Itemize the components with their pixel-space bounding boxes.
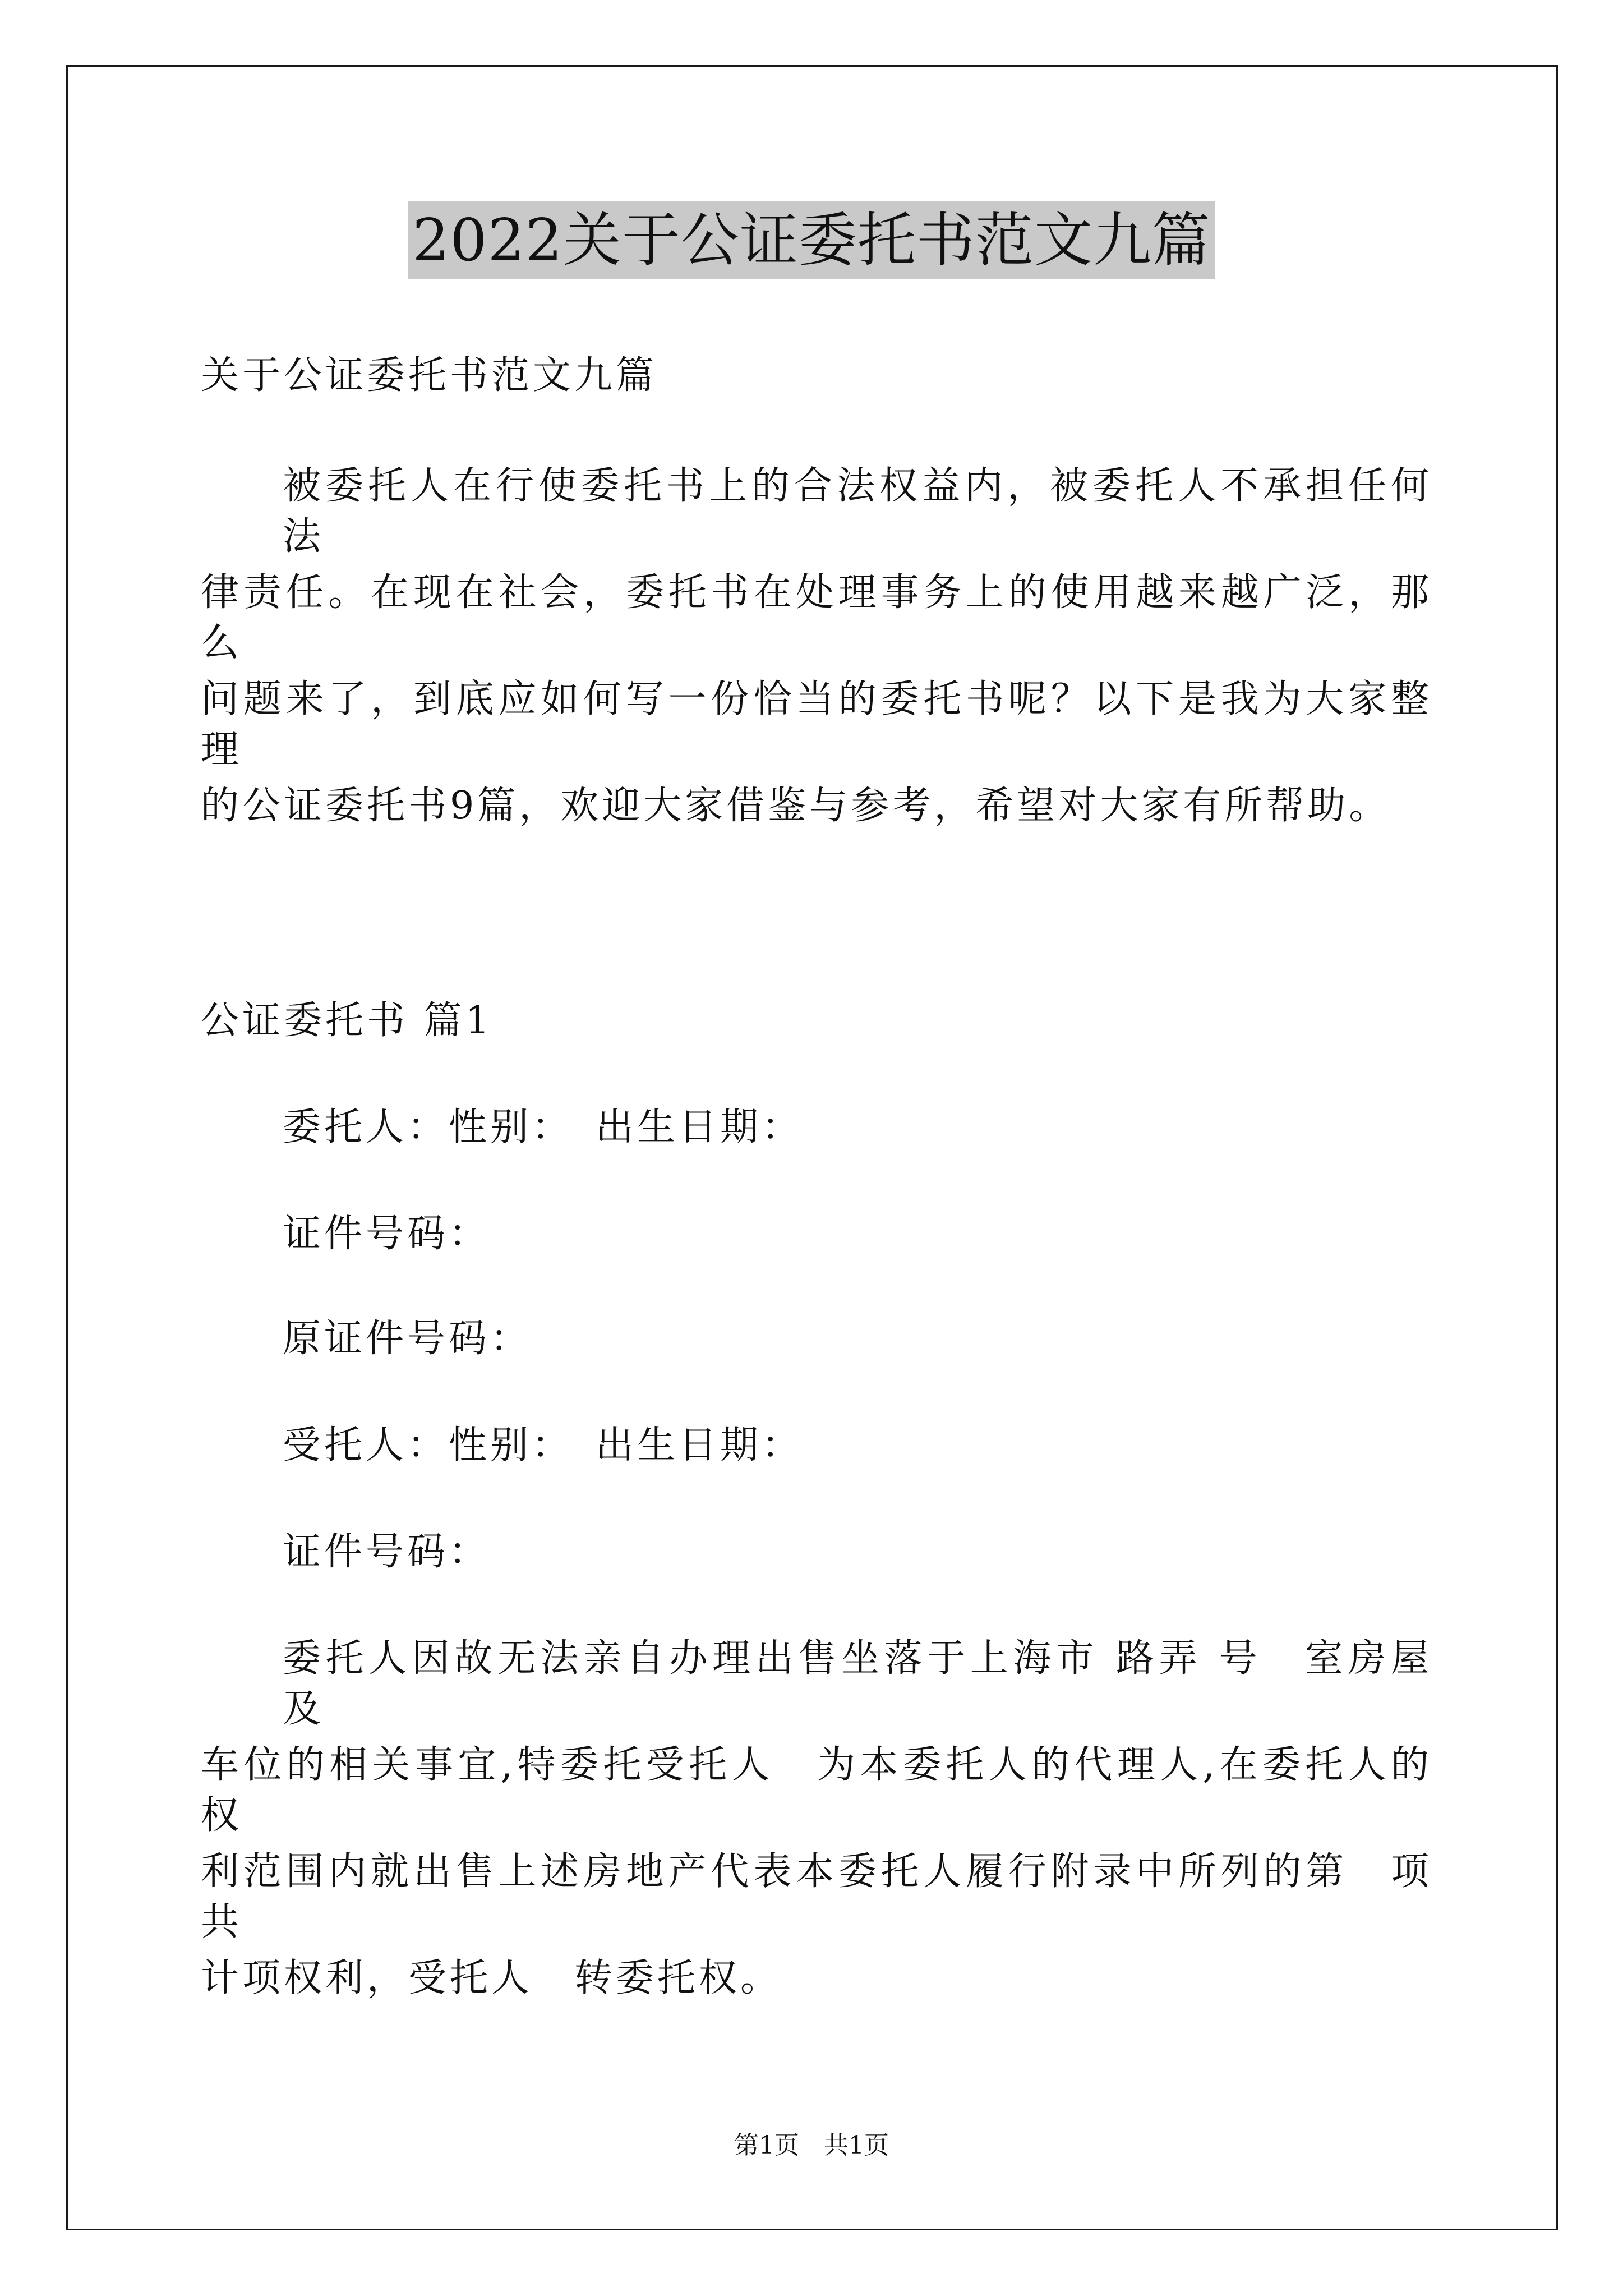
field-original-id-number: 原证件号码： — [283, 1317, 532, 1361]
section-heading: 公证委托书 篇1 — [201, 999, 493, 1043]
body-line-3: 利范围内就出售上述房地产代表本委托人履行附录中所列的第 项共 — [201, 1849, 1432, 1944]
body-line-2: 车位的相关事宜,特委托受托人 为本委托人的代理人,在委托人的权 — [201, 1743, 1432, 1838]
field-agent-id-number: 证件号码： — [283, 1530, 491, 1574]
intro-line-3: 问题来了，到底应如何写一份恰当的委托书呢？以下是我为大家整理 — [201, 677, 1432, 772]
intro-line-4: 的公证委托书9篇，欢迎大家借鉴与参考，希望对大家有所帮助。 — [201, 784, 1391, 828]
document-title: 2022关于公证委托书范文九篇 — [408, 201, 1215, 279]
page-footer: 第1页 共1页 — [734, 2131, 889, 2160]
document-subtitle: 关于公证委托书范文九篇 — [201, 353, 658, 398]
intro-line-2: 律责任。在现在社会，委托书在处理事务上的使用越来越广泛，那么 — [201, 570, 1432, 665]
field-id-number: 证件号码： — [283, 1212, 491, 1256]
field-principal: 委托人：性别： 出生日期： — [283, 1105, 804, 1149]
body-line-1: 委托人因故无法亲自办理出售坐落于上海市 路弄 号 室房屋及 — [283, 1636, 1432, 1731]
field-agent: 受托人：性别： 出生日期： — [283, 1423, 804, 1467]
body-line-4: 计项权利，受托人 转委托权。 — [201, 1956, 782, 2000]
intro-line-1: 被委托人在行使委托书上的合法权益内，被委托人不承担任何法 — [283, 464, 1432, 559]
title-container — [0, 201, 1623, 279]
